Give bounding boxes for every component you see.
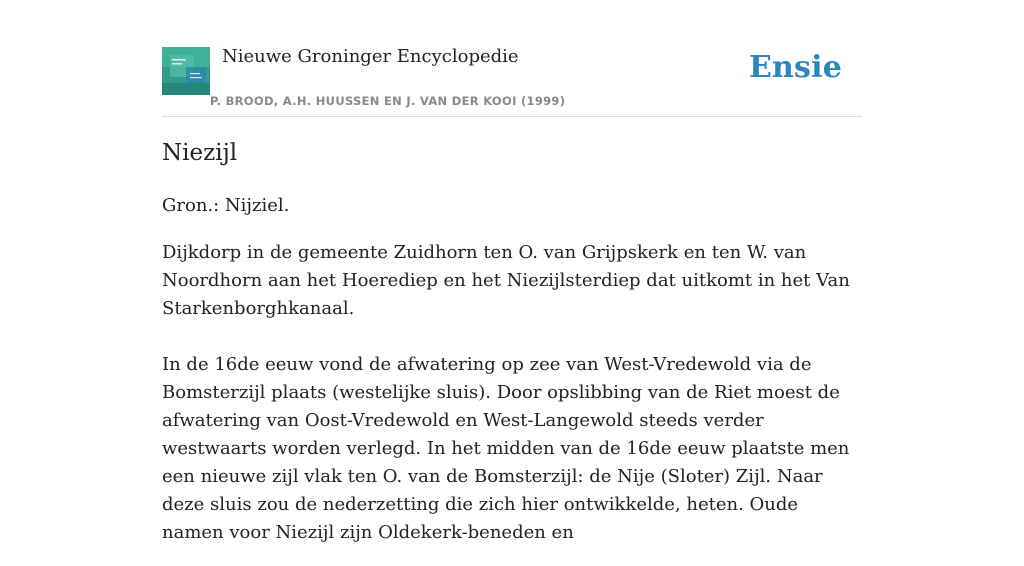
entry-paragraph-history: In de 16de eeuw vond de afwatering op zee van West-Vredewold via de Bomsterzijl plaats (westelijke sluis). Door opslibbing van de Riet moest de afwatering van Oost-Vredewold en West-Langewold steeds verder westwaarts worden verlegd. In het midden van de 16de eeuw plaatste men een nieuwe zijl vlak ten O. van de Bomsterzijl: de Nije (Sloter) Zijl. Naar deze sluis zou de nederzetting die zich hier ontwikkelde, heten. Oude namen voor Niezijl zijn Oldekerk-beneden en (162, 354, 850, 543)
entry-paragraph-dialect: Gron.: Nijziel. (162, 195, 290, 216)
book-cover-image (162, 47, 210, 95)
entry-card (162, 0, 862, 543)
entry-body (162, 192, 862, 566)
ensie-logo[interactable]: Ensie (748, 50, 842, 85)
entry-title: Niezijl (162, 140, 238, 166)
book-title[interactable]: Nieuwe Groninger Encyclopedie (222, 46, 519, 67)
source-header (162, 0, 862, 117)
book-cover-thumbnail[interactable] (162, 47, 210, 95)
entry-paragraph-description: Dijkdorp in de gemeente Zuidhorn ten O. van Grijpskerk en ten W. van Noordhorn aan het Hoerediep en het Niezijlsterdiep dat uitkomt in het Van Starkenborghkanaal. (162, 242, 850, 319)
book-authors: P. BROOD, A.H. HUUSSEN EN J. VAN DER KOOI (1999) (210, 94, 566, 108)
